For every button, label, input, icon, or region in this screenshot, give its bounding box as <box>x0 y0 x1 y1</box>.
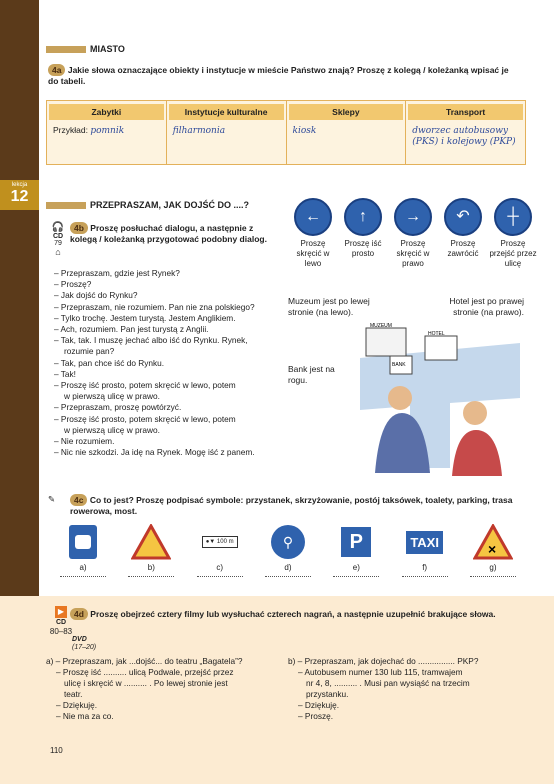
exercise-4b <box>70 222 270 245</box>
cd-label: 🎧 CD 79 ⌂ <box>48 222 68 257</box>
handwritten-answer: filharmonia <box>172 126 226 136</box>
bank-caption: Bank jest na rogu. <box>288 364 335 385</box>
symbol-crossroad: × g) <box>468 524 518 577</box>
exercise-badge: 4c <box>70 494 87 506</box>
speech-icon: ⌂ <box>55 247 61 257</box>
crossing-icon: ┼ <box>494 198 532 236</box>
handwritten-answer: pomnik <box>90 126 125 136</box>
bicycle-icon: ⚲ <box>271 525 305 559</box>
dialog-a: a) – Przepraszam, jak ...dojść... do teatru „Bagatela”? – Proszę iść .......... ulicą Podwale, przejść przez ulicę i skręcić w .......... . Po lewej stronie jest teatr. – Dziękuję. – Nie ma za co. <box>46 656 243 721</box>
pencil-icon: ✎ <box>48 494 56 504</box>
media-label: ▶ CD 80–83 <box>49 607 73 636</box>
bank-sign: BANK <box>392 362 406 368</box>
tourist-body <box>452 430 502 476</box>
symbol-taxi: TAXI f) <box>400 524 450 577</box>
museum-building <box>366 328 406 356</box>
lesson-badge <box>0 180 39 210</box>
sign-cross-street: ┼ Proszę przejść przez ulicę <box>488 198 538 269</box>
lesson-number: 12 <box>10 188 29 205</box>
exercise-badge: 4b <box>70 222 88 234</box>
handwritten-answer: kiosk <box>292 126 317 136</box>
dialog-4b: – Przepraszam, gdzie jest Rynek? – Proszę? – Jak dojść do Rynku? – Przepraszam, nie rozumiem. Pan nie zna polskiego? – Tylko trochę. Jestem turystą. Jestem Anglikiem. – Ach, rozumiem. Pan jest turystą z Anglii. – Tak, tak. I muszę jechać albo iść do Rynku. Rynek, rozumie pan? – Tak, pan chce iść do Rynku. – Tak! – Proszę iść prosto, potem skręcić w lewo, potem w pierwszą ulicę w prawo. – Przepraszam, proszę powtórzyć. – Proszę iść prosto, potem skręcić w lewo, potem w pierwszą ulicę w prawo. – Nie rozumiem. – Nic nie szkodzi. Ja idę na Rynek. Mogę iść z panem. <box>54 268 255 458</box>
table-header: Instytucje kulturalne <box>169 104 284 120</box>
exercise-instruction: Co to jest? Proszę podpisać symbole: przystanek, skrzyżowanie, postój taksówek, toalety, parking, trasa rowerowa, most. <box>70 495 513 516</box>
town-map-illustration <box>340 318 525 478</box>
section-directions <box>46 200 249 210</box>
page-number: 110 <box>50 746 63 755</box>
exercise-instruction: Proszę obejrzeć cztery filmy lub wysłuchać czterech nagrań, a następnie uzupełnić brakujące słowa. <box>90 609 496 619</box>
museum-sign: MUZEUM <box>370 323 392 329</box>
tourist-head <box>463 401 487 425</box>
exercise-badge: 4d <box>70 608 88 620</box>
play-icon: ▶ <box>55 606 67 618</box>
exercise-badge: 4a <box>48 64 65 76</box>
sign-turn-right: → Proszę skręcić w prawo <box>388 198 438 269</box>
museum-caption: Muzeum jest po lewej stronie (na lewo). <box>288 296 370 317</box>
u-turn-icon: ↶ <box>444 198 482 236</box>
symbol-bridge: b) <box>126 524 176 577</box>
section-miasto <box>46 44 125 54</box>
exercise-4c <box>70 494 530 517</box>
hotel-building <box>425 336 457 360</box>
symbol-parking: P e) <box>331 524 381 577</box>
table-header: Sklepy <box>289 104 404 120</box>
svg-text:×: × <box>487 541 497 557</box>
arrow-up-icon: ↑ <box>344 198 382 236</box>
exercise-4a <box>48 64 518 87</box>
man-head <box>388 386 412 410</box>
sign-straight: ↑ Proszę iść prosto <box>338 198 388 269</box>
hotel-caption: Hotel jest po prawej stronie (na prawo). <box>449 296 524 317</box>
table-header: Zabytki <box>49 104 164 120</box>
sign-u-turn: ↶ Proszę zawrócić <box>438 198 488 269</box>
exercise-instruction: Proszę posłuchać dialogu, a następnie z kolegą / koleżanką przygotować podobny dialog. <box>70 223 267 244</box>
example-label: Przykład: <box>53 125 88 135</box>
symbol-bike: ⚲ d) <box>263 524 313 577</box>
table-header: Transport <box>408 104 523 120</box>
symbol-toilet: a) <box>58 524 108 577</box>
dialog-b: b) – Przepraszam, jak dojechać do ................ PKP? – Autobusem numer 130 lub 115, tramwajem nr 4, 8, .......... . Musi pan wysiąść na trzecim przystanku. – Dziękuję. – Proszę. <box>288 656 479 721</box>
crossroad-triangle-icon <box>473 524 513 560</box>
headphones-icon: 🎧 <box>51 222 65 233</box>
exercise-instruction: Jakie słowa oznaczające obiekty i instytucje w mieście Państwo znają? Proszę z kolegą / koleżanką wpisać je do tabeli. <box>48 65 509 86</box>
handwritten-answer: dworzec autobusowy (PKS) i kolejowy (PKP) <box>412 126 516 147</box>
dvd-label: DVD (17–20) <box>72 636 97 651</box>
sign-turn-left: ← Proszę skręcić w lewo <box>288 198 338 269</box>
exercise-4d <box>70 608 510 620</box>
hotel-sign: HOTEL <box>428 331 445 337</box>
vocab-table <box>46 100 526 165</box>
direction-signs <box>288 198 538 269</box>
lesson-label: lekcja <box>11 182 28 188</box>
arrow-left-icon: ← <box>294 198 332 236</box>
section-title: PRZEPRASZAM, JAK DOJŚĆ DO ....? <box>90 200 250 210</box>
arrow-right-icon: → <box>394 198 432 236</box>
section-title: MIASTO <box>90 44 125 54</box>
symbols-row <box>58 524 518 577</box>
symbol-distance: ●▼ 100 m c) <box>195 524 245 577</box>
warning-triangle-icon <box>131 524 171 560</box>
